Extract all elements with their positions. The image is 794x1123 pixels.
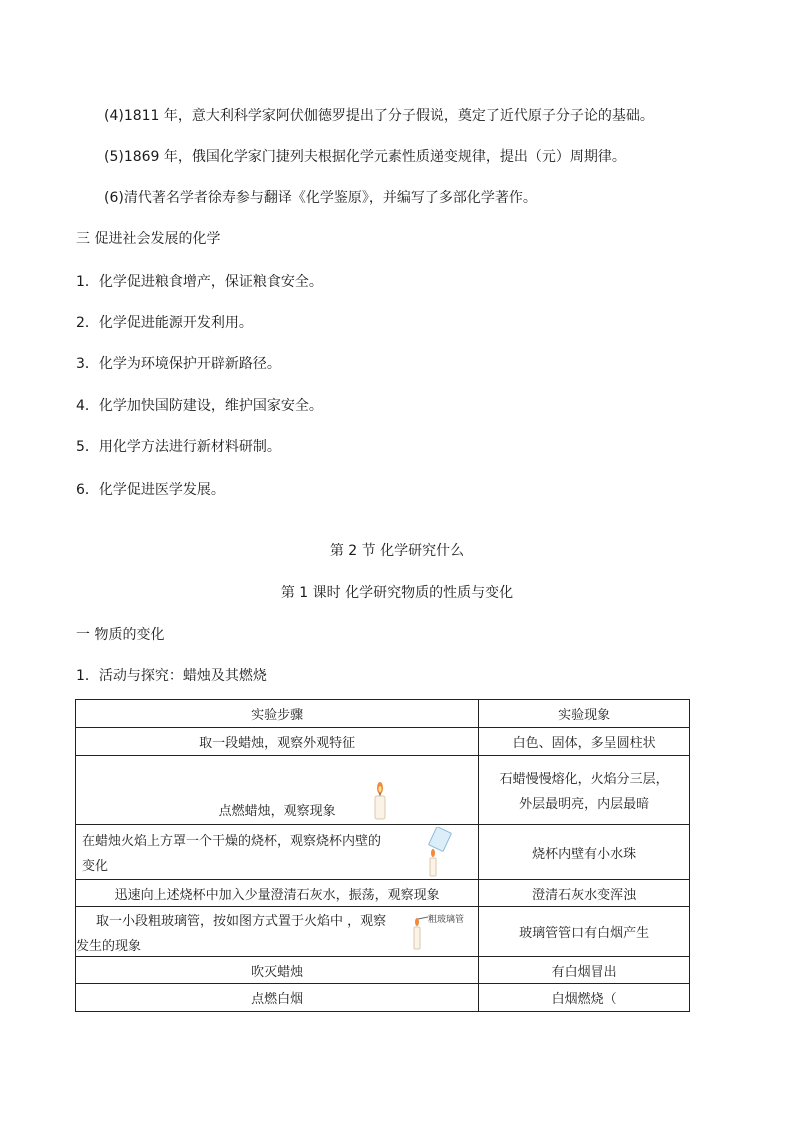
table-row (76, 957, 690, 984)
step-cell: 迅速向上述烧杯中加入少量澄清石灰水，振荡，观察现象 (76, 880, 479, 907)
activity-title: 1．活动与探究：蜡烛及其燃烧 (76, 668, 267, 684)
section-3-item-4: 4．化学加快国防建设，维护国家安全。 (76, 398, 323, 414)
table-row (76, 907, 690, 957)
result-cell: 澄清石灰水变浑浊 (479, 880, 690, 907)
glass-tube-candle-icon (408, 913, 428, 951)
step-text: 点燃蜡烛，观察现象 (218, 804, 336, 819)
result-line: 外层最明亮，内层最暗 (519, 797, 650, 812)
step-line: 发生的现象 (76, 938, 142, 954)
lesson-heading: 第 1 课时 化学研究物质的性质与变化 (280, 585, 514, 601)
section-3-item-2: 2．化学促进能源开发利用。 (76, 315, 253, 331)
section-3-item-5: 5．用化学方法进行新材料研制。 (76, 439, 281, 455)
table-row (76, 756, 690, 825)
header-results: 实验现象 (479, 700, 690, 728)
step-cell (76, 907, 479, 957)
paragraph-5: (5)1869 年，俄国化学家门捷列夫根据化学元素性质递变规律，提出（元）周期律。 (104, 149, 626, 165)
result-cell: 白色、固体，多呈圆柱状 (479, 728, 690, 756)
section-3-title: 三 促进社会发展的化学 (76, 231, 221, 247)
table-row (76, 984, 690, 1012)
result-cell: 烧杯内壁有小水珠 (479, 825, 690, 880)
table-row (76, 880, 690, 907)
section-1-title: 一 物质的变化 (76, 627, 165, 643)
paragraph-4: (4)1811 年，意大利科学家阿伏伽德罗提出了分子假说，奠定了近代原子分子论的基础。 (104, 108, 654, 124)
table-row (76, 728, 690, 756)
result-line: 石蜡慢慢熔化，火焰分三层， (499, 772, 669, 787)
table-row (76, 825, 690, 880)
result-cell: 有白烟冒出 (479, 957, 690, 984)
section-3-item-1: 1．化学促进粮食增产，保证粮食安全。 (76, 274, 323, 290)
step-cell: 取一段蜡烛，观察外观特征 (76, 728, 479, 756)
step-line: 变化 (82, 859, 109, 874)
chapter-heading: 第 2 节 化学研究什么 (329, 543, 465, 559)
step-cell: 吹灭蜡烛 (76, 957, 479, 984)
beaker-over-candle-icon (424, 827, 452, 877)
section-3-item-6: 6．化学促进医学发展。 (76, 482, 225, 498)
section-3-item-3: 3．化学为环境保护开辟新路径。 (76, 356, 281, 372)
table-header-row (76, 700, 690, 728)
step-cell (76, 825, 479, 880)
header-steps: 实验步骤 (76, 700, 479, 728)
step-cell: 点燃白烟 (76, 984, 479, 1012)
result-cell (479, 756, 690, 825)
step-line: 取一小段粗玻璃管，按如图方式置于火焰中 ，观察 (96, 913, 387, 929)
result-cell: 玻璃管管口有白烟产生 (479, 907, 690, 957)
experiment-table (75, 699, 690, 1012)
step-line: 在蜡烛火焰上方罩一个干燥的烧杯，观察烧杯内壁的 (82, 834, 382, 849)
step-cell (76, 756, 479, 825)
paragraph-6: (6)清代著名学者徐寿参与翻译《化学鉴原》，并编写了多部化学著作。 (104, 190, 537, 206)
figure-label: 粗玻璃管 (428, 915, 465, 925)
result-cell: 白烟燃烧（ (479, 984, 690, 1012)
lit-candle-icon (373, 782, 387, 820)
